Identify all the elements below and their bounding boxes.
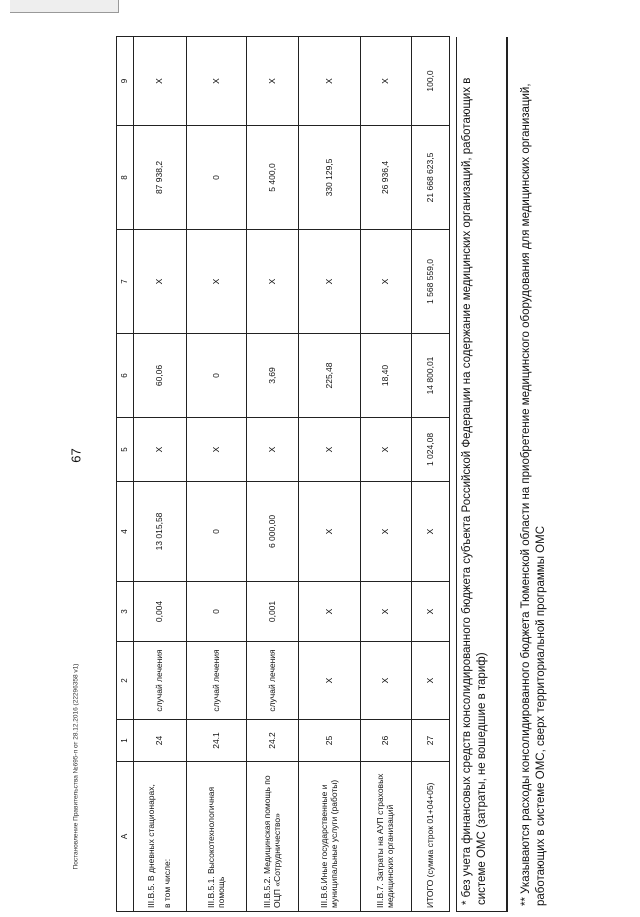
table-cell: 1 568 559,0 <box>412 230 450 334</box>
table-cell: случай лечения <box>247 642 299 720</box>
table-cell: Х <box>134 37 187 126</box>
column-header: А <box>117 762 134 912</box>
table-cell: Х <box>299 37 361 126</box>
table-cell: Х <box>361 582 412 642</box>
table-cell: 3,69 <box>247 334 299 418</box>
table-cell: Х <box>247 37 299 126</box>
table-cell: Х <box>361 230 412 334</box>
table-cell: Х <box>299 230 361 334</box>
table-cell: 6 000,00 <box>247 482 299 582</box>
table-cell: случай лечения <box>134 642 187 720</box>
financing-table <box>116 36 450 912</box>
table-row-total <box>412 37 450 912</box>
table-row <box>299 37 361 912</box>
table-cell: Х <box>412 482 450 582</box>
table-row <box>247 37 299 912</box>
row-label-cell <box>134 762 187 912</box>
row-label: III.В.6.Иные государственные и муниципальные услуги (работы) <box>299 762 361 912</box>
table-cell: 0 <box>187 482 247 582</box>
table-cell: Х <box>187 418 247 482</box>
row-label: III.В.5. В дневных стационарах, <box>146 784 157 908</box>
table-cell: 25 <box>299 720 361 762</box>
table-cell: Х <box>299 482 361 582</box>
table-cell: Х <box>361 37 412 126</box>
row-label: III.В.7. Затраты на АУП страховых медицинских организаций <box>361 762 412 912</box>
column-header: 7 <box>117 230 134 334</box>
table-cell: 24.2 <box>247 720 299 762</box>
page-number: 67 <box>68 448 84 463</box>
table-cell: Х <box>412 642 450 720</box>
table-row <box>134 37 187 912</box>
table-header-row <box>117 37 134 912</box>
table-cell: 60,06 <box>134 334 187 418</box>
table-cell: 225,48 <box>299 334 361 418</box>
table-cell: Х <box>134 418 187 482</box>
rotated-page-content <box>116 37 586 912</box>
table-cell: 330 129,5 <box>299 126 361 230</box>
table-cell: 13 015,58 <box>134 482 187 582</box>
table-cell: Х <box>361 642 412 720</box>
footnote-1: * без учета финансовых средств консолидированного бюджета субъекта Российской Федерации на содержание медицинских организаций, работающих в системе ОМС (затраты, не вошедшие в тариф) <box>456 37 508 912</box>
column-header: 5 <box>117 418 134 482</box>
row-label: III.В.5.2. Медицинская помощь по ОЦП «Сотрудничество» <box>247 762 299 912</box>
table-cell: 26 936,4 <box>361 126 412 230</box>
table-cell: 1 024,08 <box>412 418 450 482</box>
table-cell: Х <box>412 582 450 642</box>
footnotes <box>454 37 584 912</box>
table-cell: Х <box>361 482 412 582</box>
document-reference-note: Постановление Правительства №695-п от 28.12.2016 (22296358 v1) <box>72 663 80 870</box>
table-cell: случай лечения <box>187 642 247 720</box>
column-header: 6 <box>117 334 134 418</box>
footnote-2: ** Указываются расходы консолидированного бюджета Тюменской области на приобретение медицинского оборудования для медицинских организаций, работающих в системе ОМС, сверх территориальной программы ОМС <box>520 83 547 906</box>
table-cell: 21 668 623,5 <box>412 126 450 230</box>
table-cell: 24.1 <box>187 720 247 762</box>
table-cell: Х <box>299 418 361 482</box>
column-header: 8 <box>117 126 134 230</box>
table-cell: 27 <box>412 720 450 762</box>
column-header: 1 <box>117 720 134 762</box>
table-row <box>187 37 247 912</box>
row-label: ИТОГО (сумма строк 01+04+05) <box>412 762 450 912</box>
table-cell: 18,40 <box>361 334 412 418</box>
table-cell: 0 <box>187 334 247 418</box>
column-header: 3 <box>117 582 134 642</box>
table-cell: 24 <box>134 720 187 762</box>
table-cell: Х <box>187 37 247 126</box>
table-cell: 100,0 <box>412 37 450 126</box>
column-header: 2 <box>117 642 134 720</box>
column-header: 4 <box>117 482 134 582</box>
table-cell: Х <box>247 230 299 334</box>
table-cell: 0 <box>187 582 247 642</box>
table-row <box>361 37 412 912</box>
table-cell: Х <box>361 418 412 482</box>
row-sublabel: в том числе: <box>162 858 172 908</box>
table-cell: Х <box>247 418 299 482</box>
table-cell: Х <box>299 582 361 642</box>
table-cell: 26 <box>361 720 412 762</box>
column-header: 9 <box>117 37 134 126</box>
table-cell: Х <box>299 642 361 720</box>
table-cell: 0 <box>187 126 247 230</box>
table-cell: Х <box>187 230 247 334</box>
table-cell: 0,004 <box>134 582 187 642</box>
row-label: III.В.5.1. Высокотехнологичная помощь <box>187 762 247 912</box>
table-cell: 0,001 <box>247 582 299 642</box>
table-cell: 5 400,0 <box>247 126 299 230</box>
table-cell: 14 800,01 <box>412 334 450 418</box>
table-cell: Х <box>134 230 187 334</box>
table-cell: 87 938,2 <box>134 126 187 230</box>
top-corner-mark <box>10 0 119 13</box>
